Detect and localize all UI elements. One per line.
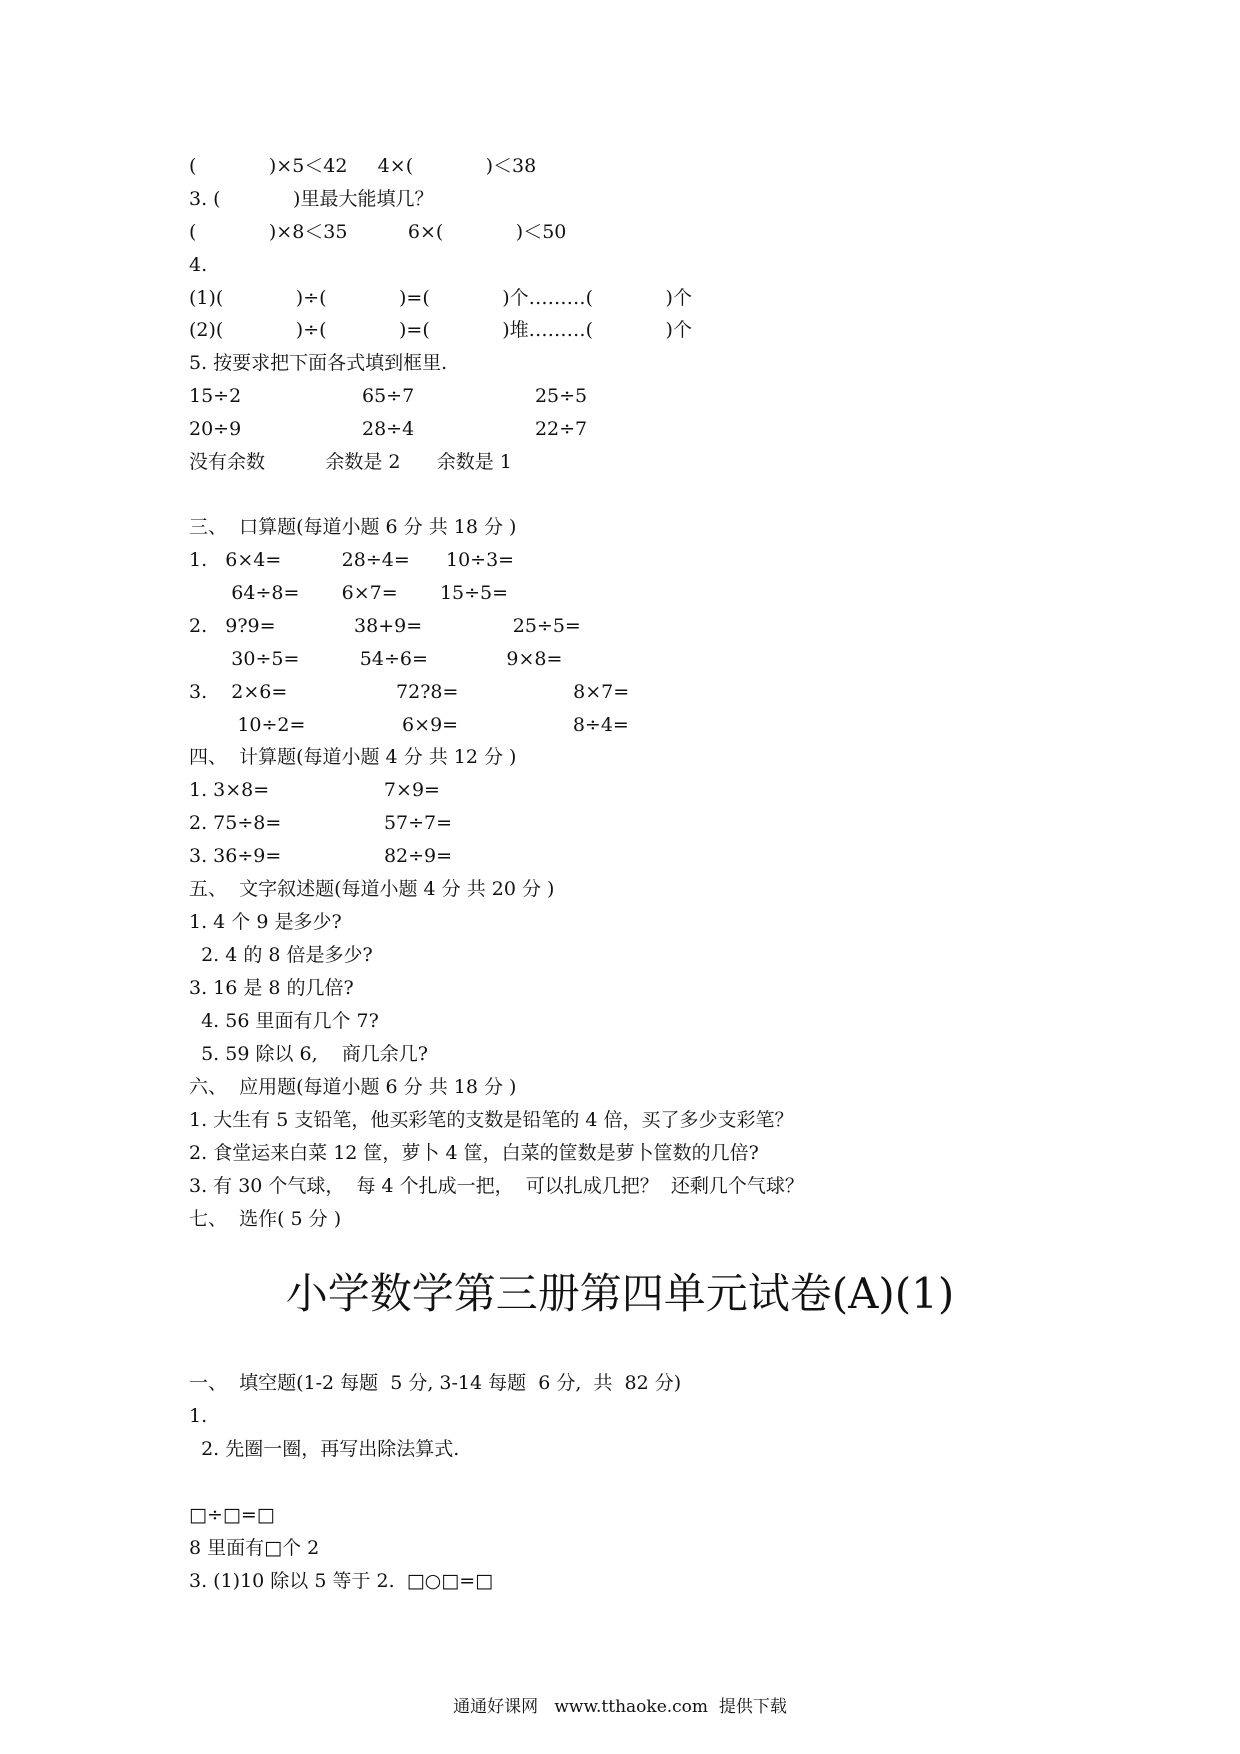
second-paper-line: □÷□=□: [189, 1504, 275, 1526]
expression-row-2: 20÷9 28÷4 22÷7: [189, 418, 588, 440]
section-3-line: 64÷8= 6×7= 15÷5=: [189, 582, 509, 604]
section-6-line: 3. 有 30 个气球， 每 4 个扎成一把， 可以扎成几把？ 还剩几个气球？: [189, 1175, 804, 1197]
section-5-line: 2. 4 的 8 倍是多少?: [189, 944, 373, 966]
section-7-heading: 七、 选作( 5 分 ): [189, 1208, 342, 1230]
section-5-line: 1. 4 个 9 是多少?: [189, 911, 342, 933]
section-4-heading: 四、 计算题(每道小题 4 分 共 12 分 ): [189, 746, 517, 768]
download-footer: 通通好课网 www.tthaoke.com 提供下载: [453, 1697, 787, 1717]
section-6-line: 1. 大生有 5 支铅笔，他买彩笔的支数是铅笔的 4 倍，买了多少支彩笔？: [189, 1109, 794, 1131]
question-5-prompt: 5. 按要求把下面各式填到框里.: [189, 352, 448, 374]
inequality-line-2: ( )×8＜35 6×( )＜50: [189, 221, 567, 243]
division-template-1: (1)( )÷( )=( )个………( )个: [189, 287, 692, 309]
second-paper-line: 2. 先圈一圈，再写出除法算式.: [189, 1438, 460, 1460]
section-3-line: 3. 2×6= 72?8= 8×7=: [189, 681, 630, 703]
section-3-heading: 三、 口算题(每道小题 6 分 共 18 分 ): [189, 516, 517, 538]
second-paper-heading: 一、 填空题(1-2 每题 5 分, 3-14 每题 6 分, 共 82 分): [189, 1372, 682, 1394]
second-paper-line: 8 里面有□个 2: [189, 1537, 320, 1559]
section-3-line: 1. 6×4= 28÷4= 10÷3=: [189, 549, 515, 571]
section-4-line: 1. 3×8= 7×9=: [189, 779, 440, 801]
second-paper-line: 3. (1)10 除以 5 等于 2. □○□=□: [189, 1570, 494, 1592]
section-5-line: 4. 56 里面有几个 7?: [189, 1010, 379, 1032]
section-4-line: 2. 75÷8= 57÷7=: [189, 812, 453, 834]
section-5-line: 5. 59 除以 6, 商几余几?: [189, 1043, 428, 1065]
inequality-line-1: ( )×5＜42 4×( )＜38: [189, 155, 537, 177]
second-paper-line: 1.: [189, 1405, 208, 1427]
question-3-prompt: 3. ( )里最大能填几？: [189, 188, 434, 210]
section-4-line: 3. 36÷9= 82÷9=: [189, 845, 453, 867]
section-5-heading: 五、 文字叙述题(每道小题 4 分 共 20 分 ): [189, 878, 555, 900]
section-5-line: 3. 16 是 8 的几倍?: [189, 977, 354, 999]
division-template-2: (2)( )÷( )=( )堆………( )个: [189, 319, 692, 341]
question-4-label: 4.: [189, 254, 208, 276]
paper-title: 小学数学第三册第四单元试卷(A)(1): [285, 1269, 955, 1318]
expression-row-1: 15÷2 65÷7 25÷5: [189, 385, 588, 407]
section-3-line: 10÷2= 6×9= 8÷4=: [189, 714, 629, 736]
section-6-heading: 六、 应用题(每道小题 6 分 共 18 分 ): [189, 1076, 517, 1098]
section-3-line: 30÷5= 54÷6= 9×8=: [189, 648, 563, 670]
remainder-categories: 没有余数 余数是 2 余数是 1: [189, 451, 512, 473]
section-3-line: 2. 9?9= 38+9= 25÷5=: [189, 615, 581, 637]
section-6-line: 2. 食堂运来白菜 12 筐，萝卜 4 筐，白菜的筐数是萝卜筐数的几倍?: [189, 1142, 759, 1164]
